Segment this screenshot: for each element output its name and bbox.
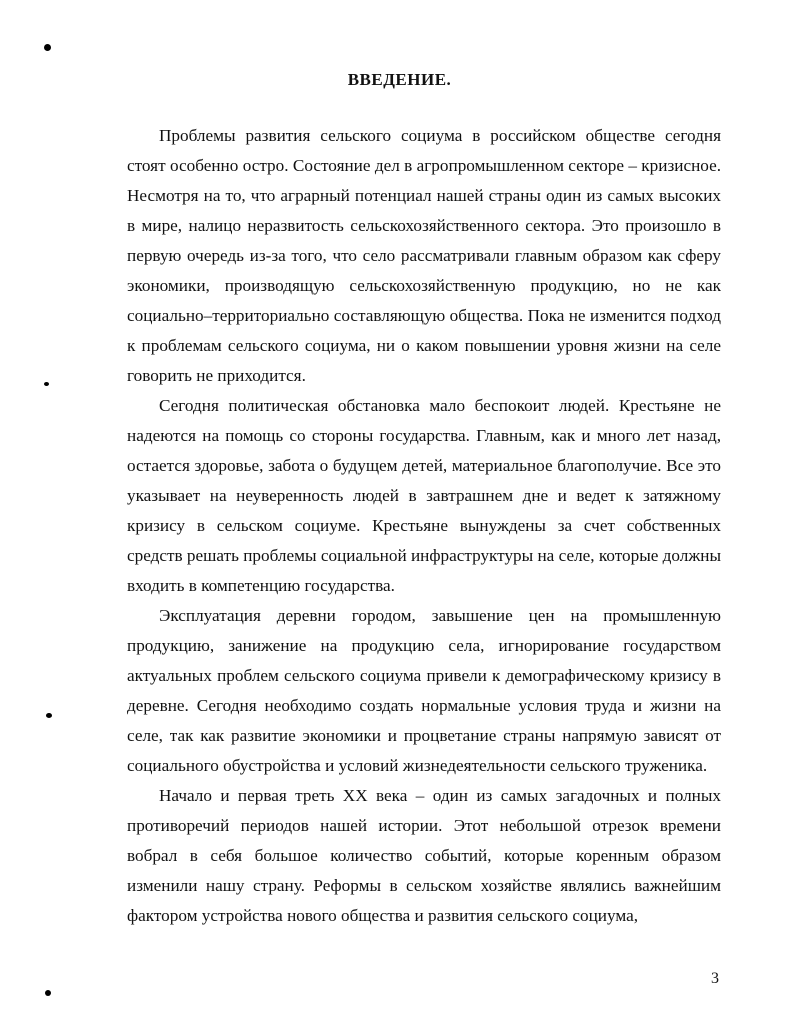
- paragraph: Эксплуатация деревни городом, завышение цен на промышленную продукцию, занижение на продукцию села, игнорирование государством актуальных проблем сельского социума привели к демографическому кризису в деревне. Сегодня необходимо создать нормальные условия труда и жизни на селе, так как развитие экономики и процветание страны напрямую зависят от социального обустройства и условий жизнедеятельности сельского труженика.: [127, 606, 721, 775]
- binding-hole-mark: [45, 990, 51, 996]
- binding-hole-mark: [44, 382, 49, 386]
- paragraph: Начало и первая треть XX века – один из самых загадочных и полных противоречий периодов нашей истории. Этот небольшой отрезок времени вобрал в себя большое количество событий, которые коренным образом изменили нашу страну. Реформы в сельском хозяйстве являлись важнейшим фактором устройства нового общества и развития сельского социума,: [127, 786, 721, 925]
- paragraph: Сегодня политическая обстановка мало беспокоит людей. Крестьяне не надеются на помощь со стороны государства. Главным, как и много лет назад, остается здоровье, забота о будущем детей, материальное благополучие. Все это указывает на неуверенность людей в завтрашнем дне и ведет к затяжному кризису в сельском социуме. Крестьяне вынуждены за счет собственных средств решать проблемы социальной инфраструктуры на селе, которые должны входить в компетенцию государства.: [127, 396, 721, 595]
- page-number: 3: [711, 970, 719, 987]
- binding-hole-mark: [44, 44, 51, 51]
- document-title: ВВЕДЕНИЕ.: [347, 70, 452, 89]
- paragraph: Проблемы развития сельского социума в российском обществе сегодня стоят особенно остро. Состояние дел в агропромышленном секторе – кризисное. Несмотря на то, что аграрный потенциал нашей страны один из самых высоких в мире, налицо неразвитость сельскохозяйственного сектора. Это произошло в первую очередь из-за того, что село рассматривали главным образом как сферу экономики, производящую сельскохозяйственную продукцию, но не как социально–территориально составляющую общества. Пока не изменится подход к проблемам сельского социума, ни о каком повышении уровня жизни на селе говорить не приходится.: [127, 126, 721, 385]
- document-body: [127, 121, 721, 931]
- binding-hole-mark: [46, 713, 52, 718]
